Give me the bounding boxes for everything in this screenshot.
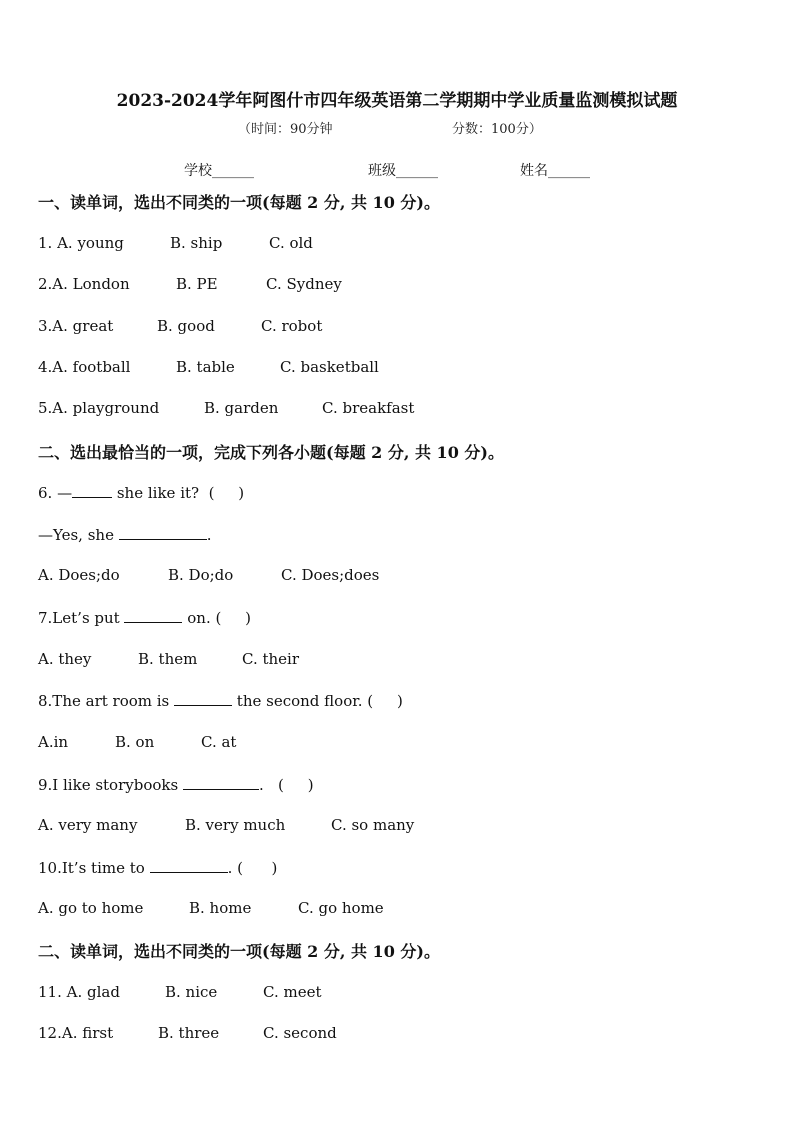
section-heading-1: 一、读单词，选出不同类的一项(每题 2 分, 共 10 分)。 xyxy=(38,193,440,212)
q7-option-a: A. they xyxy=(38,650,92,668)
question-9 xyxy=(38,775,314,794)
q5-option-b: B. garden xyxy=(204,399,279,417)
q9-text-b: . ( ) xyxy=(258,776,314,794)
question-8 xyxy=(38,691,403,710)
q10-option-c: C. go home xyxy=(298,899,384,917)
answer-blank xyxy=(119,525,207,540)
exam-score: 分数：100分） xyxy=(452,122,542,137)
q10-option-a: A. go to home xyxy=(38,899,144,917)
q9-option-b: B. very much xyxy=(185,816,286,834)
q7-option-b: B. them xyxy=(138,650,198,668)
page-title: 2023-2024学年阿图什市四年级英语第二学期期中学业质量监测模拟试题 xyxy=(116,91,678,111)
q6-text-b: she like it? ( ) xyxy=(112,484,245,502)
answer-blank xyxy=(183,775,259,790)
question-6 xyxy=(38,483,244,502)
question-6-answer xyxy=(38,525,212,544)
question-3: 3.A. great xyxy=(38,317,114,335)
question-5: 5.A. playground xyxy=(38,399,160,417)
q6-option-b: B. Do;do xyxy=(168,566,234,584)
q8-option-b: B. on xyxy=(115,733,155,751)
q2-option-c: C. Sydney xyxy=(266,275,342,293)
q5-option-c: C. breakfast xyxy=(322,399,415,417)
q7-text-a: 7.Let’s put xyxy=(38,609,125,627)
q9-option-a: A. very many xyxy=(38,816,138,834)
q2-option-b: B. PE xyxy=(176,275,218,293)
q8-text-a: 8.The art room is xyxy=(38,692,175,710)
answer-blank xyxy=(174,691,232,706)
class-field: 班级______ xyxy=(368,163,438,179)
q10-text-b: . ( ) xyxy=(227,859,278,877)
q1-option-b: B. ship xyxy=(170,234,223,252)
q12-option-c: C. second xyxy=(263,1024,337,1042)
q7-text-b: on. ( ) xyxy=(182,609,252,627)
answer-blank xyxy=(72,483,112,498)
exam-time: （时间：90分钟 xyxy=(238,122,333,137)
q3-option-c: C. robot xyxy=(261,317,323,335)
q9-option-c: C. so many xyxy=(331,816,415,834)
q10-option-b: B. home xyxy=(189,899,252,917)
q1-option-c: C. old xyxy=(269,234,313,252)
q6-text-a: 6. — xyxy=(38,484,73,502)
q7-option-c: C. their xyxy=(242,650,300,668)
question-12: 12.A. first xyxy=(38,1024,114,1042)
question-2: 2.A. London xyxy=(38,275,130,293)
q8-option-c: C. at xyxy=(201,733,237,751)
q6-option-c: C. Does;does xyxy=(281,566,380,584)
q11-option-b: B. nice xyxy=(165,983,218,1001)
q6-option-a: A. Does;do xyxy=(38,566,120,584)
q10-text-a: 10.It’s time to xyxy=(38,859,150,877)
q9-text-a: 9.I like storybooks xyxy=(38,776,183,794)
q4-option-c: C. basketball xyxy=(280,358,379,376)
answer-blank xyxy=(124,608,182,623)
q8-text-b: the second floor. ( ) xyxy=(232,692,403,710)
question-4: 4.A. football xyxy=(38,358,131,376)
name-field: 姓名______ xyxy=(520,163,590,179)
question-11: 11. A. glad xyxy=(38,983,120,1001)
q6-answer-text: —Yes, she xyxy=(38,526,119,544)
q11-option-c: C. meet xyxy=(263,983,322,1001)
answer-blank xyxy=(150,858,228,873)
q6-answer-end: . xyxy=(206,526,212,544)
school-field: 学校______ xyxy=(184,163,254,179)
q3-option-b: B. good xyxy=(157,317,215,335)
question-1: 1. A. young xyxy=(38,234,124,252)
section-heading-3: 二、读单词，选出不同类的一项(每题 2 分, 共 10 分)。 xyxy=(38,942,440,961)
q8-option-a: A.in xyxy=(38,733,69,751)
q4-option-b: B. table xyxy=(176,358,235,376)
section-heading-2: 二、选出最恰当的一项，完成下列各小题(每题 2 分, 共 10 分)。 xyxy=(38,443,504,462)
question-7 xyxy=(38,608,251,627)
q12-option-b: B. three xyxy=(158,1024,220,1042)
question-10 xyxy=(38,858,277,877)
